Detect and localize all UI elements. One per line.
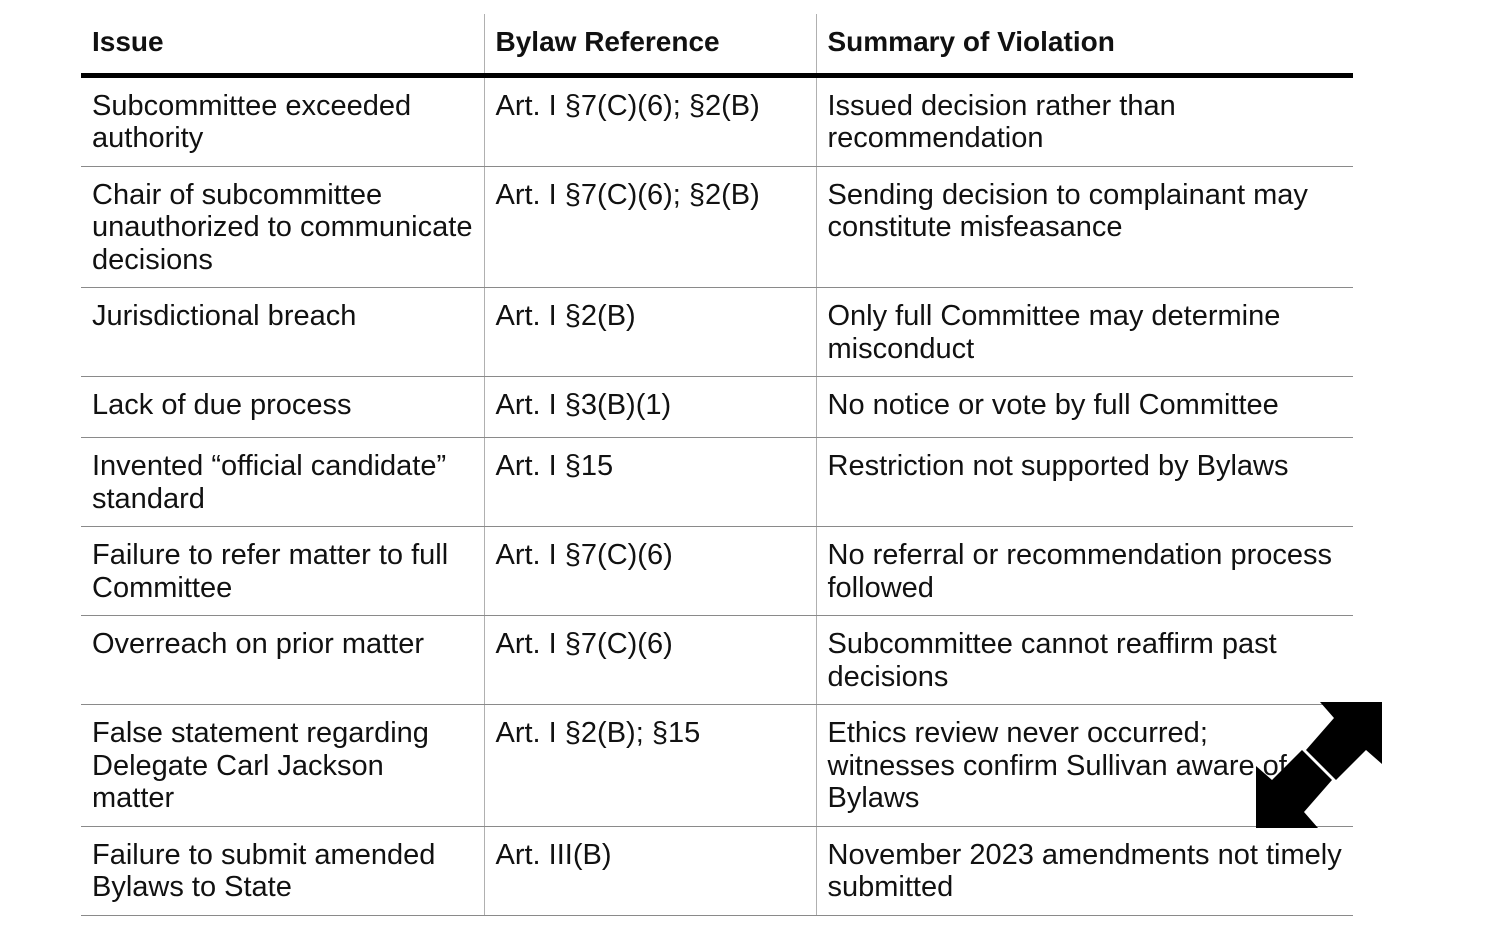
reference-cell: Art. I §7(C)(6); §2(B) bbox=[484, 75, 816, 166]
issue-cell: Subcommittee exceeded authority bbox=[81, 75, 484, 166]
issue-cell: Failure to submit amended Bylaws to State bbox=[81, 826, 484, 915]
issue-cell: Jurisdictional breach bbox=[81, 288, 484, 377]
issue-cell: Failure to refer matter to full Committee bbox=[81, 527, 484, 616]
header-issue: Issue bbox=[81, 14, 484, 75]
table-header-row bbox=[81, 14, 1353, 75]
summary-cell: Issued decision rather than recommendation bbox=[816, 75, 1353, 166]
issue-cell: Invented “official candidate” standard bbox=[81, 438, 484, 527]
issue-cell: Overreach on prior matter bbox=[81, 616, 484, 705]
expand-arrows-icon[interactable] bbox=[1254, 700, 1384, 830]
table-row bbox=[81, 705, 1353, 827]
issue-cell: Lack of due process bbox=[81, 377, 484, 438]
summary-cell: November 2023 amendments not timely submitted bbox=[816, 826, 1353, 915]
reference-cell: Art. I §7(C)(6) bbox=[484, 527, 816, 616]
table-row bbox=[81, 438, 1353, 527]
table-row bbox=[81, 166, 1353, 288]
reference-cell: Art. I §2(B) bbox=[484, 288, 816, 377]
summary-cell: Sending decision to complainant may constitute misfeasance bbox=[816, 166, 1353, 288]
reference-cell: Art. I §2(B); §15 bbox=[484, 705, 816, 827]
table-row bbox=[81, 527, 1353, 616]
reference-cell: Art. III(B) bbox=[484, 826, 816, 915]
summary-cell: Restriction not supported by Bylaws bbox=[816, 438, 1353, 527]
summary-cell: Ethics review never occurred; witnesses confirm Sullivan aware of Bylaws bbox=[816, 705, 1353, 827]
table-row bbox=[81, 377, 1353, 438]
reference-cell: Art. I §7(C)(6); §2(B) bbox=[484, 166, 816, 288]
reference-cell: Art. I §3(B)(1) bbox=[484, 377, 816, 438]
summary-cell: Subcommittee cannot reaffirm past decisions bbox=[816, 616, 1353, 705]
header-bylaw-reference: Bylaw Reference bbox=[484, 14, 816, 75]
issue-cell: Chair of subcommittee unauthorized to communicate decisions bbox=[81, 166, 484, 288]
table-row bbox=[81, 616, 1353, 705]
violations-table bbox=[81, 14, 1353, 916]
summary-cell: No notice or vote by full Committee bbox=[816, 377, 1353, 438]
issue-cell: False statement regarding Delegate Carl Jackson matter bbox=[81, 705, 484, 827]
summary-cell: Only full Committee may determine misconduct bbox=[816, 288, 1353, 377]
reference-cell: Art. I §15 bbox=[484, 438, 816, 527]
table-row bbox=[81, 826, 1353, 915]
table-row bbox=[81, 75, 1353, 166]
header-summary-of-violation: Summary of Violation bbox=[816, 14, 1353, 75]
table-row bbox=[81, 288, 1353, 377]
reference-cell: Art. I §7(C)(6) bbox=[484, 616, 816, 705]
summary-cell: No referral or recommendation process followed bbox=[816, 527, 1353, 616]
